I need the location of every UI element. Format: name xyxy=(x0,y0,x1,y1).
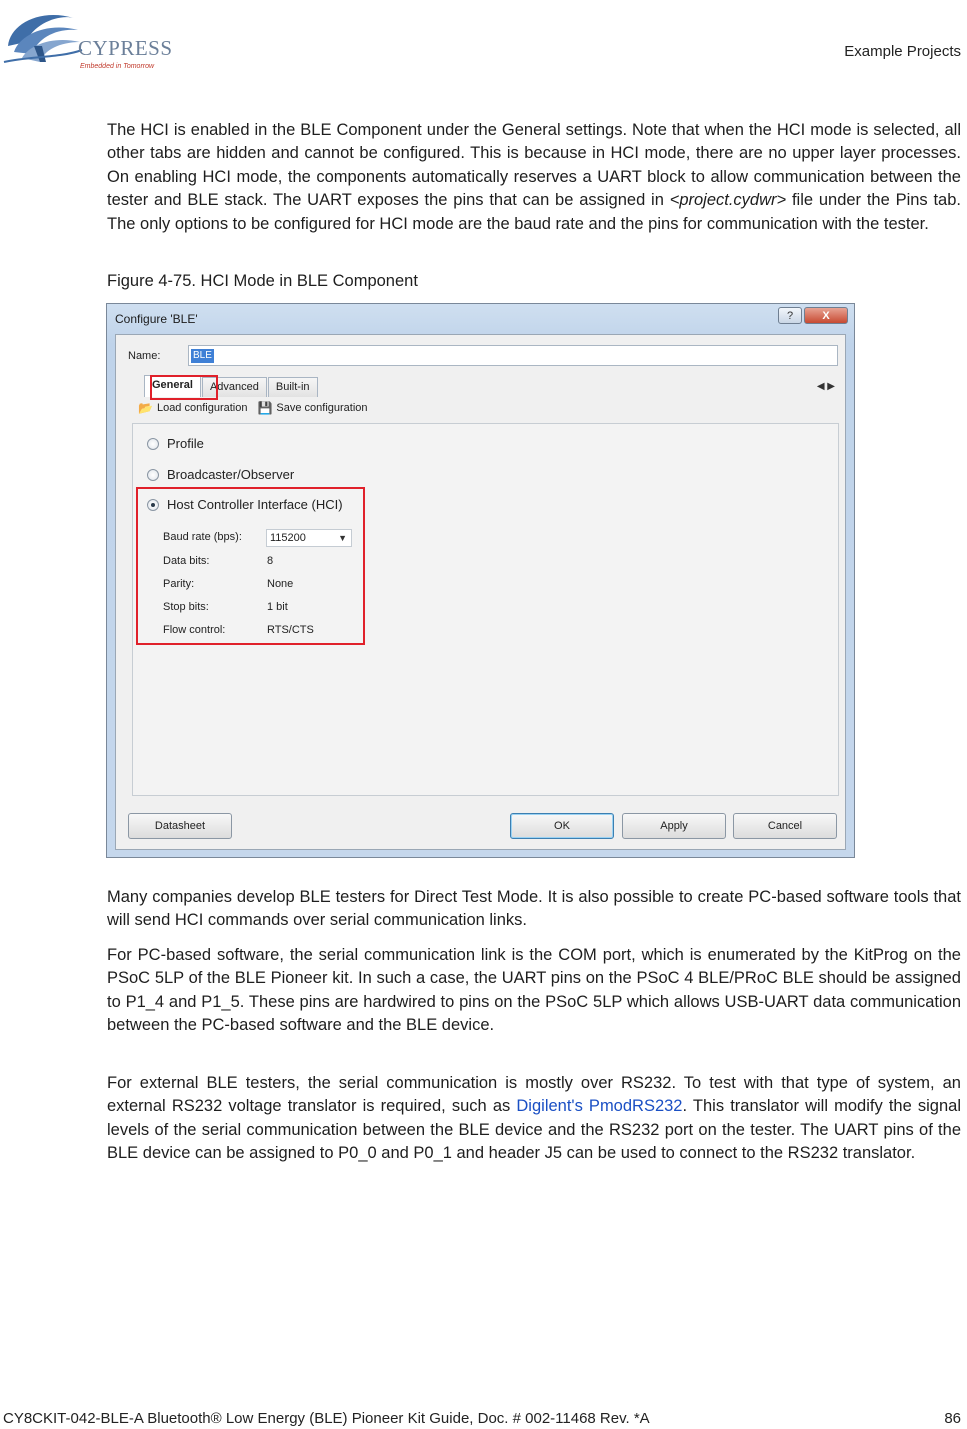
name-value: BLE xyxy=(193,350,212,361)
baud-rate-label: Baud rate (bps): xyxy=(163,531,242,543)
toolbar xyxy=(138,401,378,415)
folder-open-icon: 📂 xyxy=(138,401,153,415)
field-flow-control xyxy=(163,624,314,636)
load-configuration-button[interactable] xyxy=(138,401,247,415)
help-button[interactable]: ? xyxy=(778,307,802,324)
load-configuration-label: Load configuration xyxy=(156,402,248,414)
figure-caption: Figure 4-75. HCI Mode in BLE Component xyxy=(107,272,418,290)
logo-wordmark: CYPRESS xyxy=(78,36,173,60)
parity-label: Parity: xyxy=(163,578,195,590)
radio-profile[interactable] xyxy=(147,436,204,451)
tab-built-in[interactable]: Built-in xyxy=(268,377,318,397)
configure-ble-dialog xyxy=(106,303,855,858)
baud-rate-value: 115200 xyxy=(270,532,306,544)
dropdown-arrow-icon: ▼ xyxy=(338,533,347,543)
paragraph-1-tail: file under the Pins tab. The only options to be configured for HCI mode are the baud rate and the pins for communication with the tester. xyxy=(107,191,961,233)
logo-tagline: Embedded in Tomorrow xyxy=(80,63,155,70)
stop-bits-label: Stop bits: xyxy=(163,601,209,613)
project-file-name: <project.cydwr> xyxy=(669,191,787,210)
field-baud-rate xyxy=(163,531,267,543)
save-disk-icon: 💾 xyxy=(257,401,273,415)
general-settings-panel xyxy=(132,423,839,796)
field-parity xyxy=(163,578,293,590)
tab-general[interactable]: General xyxy=(144,375,201,397)
stop-bits-value: 1 bit xyxy=(267,601,288,613)
name-label: Name: xyxy=(128,350,161,362)
paragraph-external-testers xyxy=(107,1072,961,1166)
pmodrs232-link[interactable]: Digilent's PmodRS232 xyxy=(516,1097,683,1116)
baud-rate-select[interactable] xyxy=(266,529,352,547)
flow-control-label: Flow control: xyxy=(163,624,226,636)
paragraph-1-text: The HCI is enabled in the BLE Component under the General settings. Note that when the HCI mode is selected, all other tabs are hidden and cannot be configured. This is because in HCI mode, there are no upper layer processes. On enabling HCI mode, the components automatically reserves a UART block to allow communication between the tester and BLE stack. The UART exposes the pins that can be assigned in xyxy=(107,121,961,210)
section-title: Example Projects xyxy=(844,43,961,60)
close-button[interactable]: X xyxy=(804,307,848,324)
save-configuration-label: Save configuration xyxy=(276,402,368,414)
radio-button-icon xyxy=(147,469,159,481)
paragraph-4-text: For external BLE testers, the serial communication is mostly over RS232. To test with that type of system, an external RS232 voltage translator is required, such as xyxy=(107,1074,961,1116)
paragraph-hci-intro xyxy=(107,119,961,236)
name-input[interactable] xyxy=(188,345,838,366)
footer-doc-title: CY8CKIT-042-BLE-A Bluetooth® Low Energy (BLE) Pioneer Kit Guide, Doc. # 002-11468 Rev. *A xyxy=(3,1410,650,1427)
paragraph-4-tail: . This translator will modify the signal levels of the serial communication between the BLE device and the RS232 port on the tester. The UART pins of the BLE device can be assigned to P0_0 and P0_1 and header J5 can be used to connect to the RS232 translator. xyxy=(107,1097,961,1163)
radio-hci-label: Host Controller Interface (HCI) xyxy=(167,497,343,512)
page-number: 86 xyxy=(944,1410,961,1427)
radio-button-icon xyxy=(147,438,159,450)
data-bits-value: 8 xyxy=(267,555,274,567)
field-data-bits xyxy=(163,555,273,567)
parity-value: None xyxy=(267,578,294,590)
radio-broadcaster-label: Broadcaster/Observer xyxy=(167,467,295,482)
general-tab-highlight xyxy=(150,375,218,400)
ok-button[interactable]: OK xyxy=(510,813,614,839)
cancel-button[interactable]: Cancel xyxy=(733,813,837,839)
cypress-logo xyxy=(0,2,190,78)
datasheet-button[interactable]: Datasheet xyxy=(128,813,232,839)
paragraph-testers: Many companies develop BLE testers for Direct Test Mode. It is also possible to create PC-based software tools that will send HCI commands over serial communication links. xyxy=(107,888,961,930)
dialog-body xyxy=(115,334,846,850)
tab-advanced[interactable]: Advanced xyxy=(202,377,267,397)
tab-scroll-arrows-icon[interactable]: ◀ ▶ xyxy=(816,381,835,392)
field-stop-bits xyxy=(163,601,288,613)
paragraph-pc-software: For PC-based software, the serial communication link is the COM port, which is enumerated by the KitProg on the PSoC 5LP of the BLE Pioneer kit. In such a case, the UART pins on the PSoC 4 BLE/PRoC BLE should be assigned to P1_4 and P1_5. These pins are hardwired to pins on the PSoC 5LP which allows USB-UART data communication between the PC-based software and the BLE device. xyxy=(107,946,961,1035)
save-configuration-button[interactable] xyxy=(257,401,367,415)
apply-button[interactable]: Apply xyxy=(622,813,726,839)
radio-broadcaster-observer[interactable] xyxy=(147,467,294,482)
flow-control-value: RTS/CTS xyxy=(267,624,314,636)
radio-profile-label: Profile xyxy=(167,436,204,451)
dialog-title: Configure 'BLE' xyxy=(115,312,198,326)
data-bits-label: Data bits: xyxy=(163,555,210,567)
